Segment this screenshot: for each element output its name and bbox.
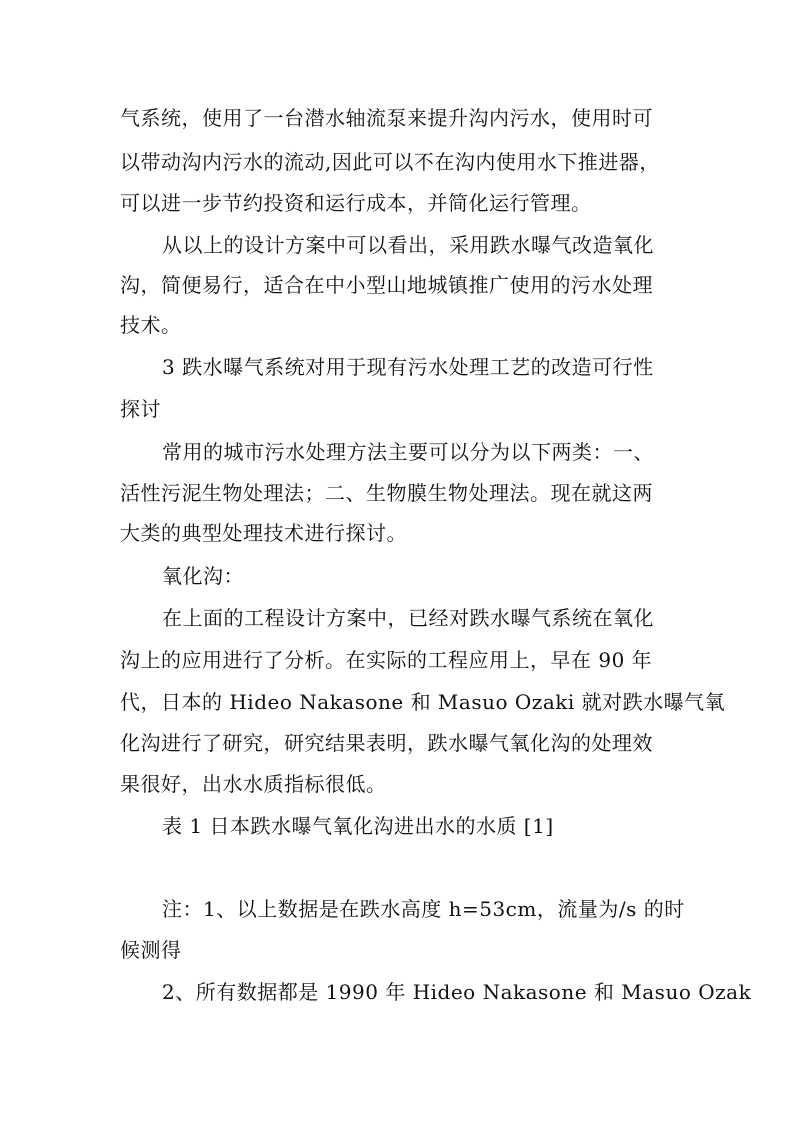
note-line: 2、所有数据都是 1990 年 Hideo Nakasone 和 Masuo Ozak [162, 980, 752, 1004]
table-caption: 表 1 日本跌水曝气氧化沟进出水的水质 [1] [162, 814, 554, 838]
paragraph-line: 果很好，出水水质指标很低。 [120, 772, 387, 796]
paragraph-line: 从以上的设计方案中可以看出，采用跌水曝气改造氧化 [162, 233, 654, 257]
paragraph-line: 可以进一步节约投资和运行成本，并简化运行管理。 [120, 191, 592, 215]
paragraph-line: 气系统，使用了一台潜水轴流泵来提升沟内污水，使用时可 [120, 106, 653, 130]
paragraph-line: 沟，简便易行，适合在中小型山地城镇推广使用的污水处理 [120, 273, 653, 297]
paragraph-line: 沟上的应用进行了分析。在实际的工程应用上，早在 90 年 [120, 648, 653, 672]
note-line: 候测得 [120, 938, 182, 962]
paragraph-line: 以带动沟内污水的流动,因此可以不在沟内使用水下推进器， [120, 150, 660, 174]
section-heading: 探讨 [120, 397, 161, 421]
paragraph-line: 在上面的工程设计方案中，已经对跌水曝气系统在氧化 [162, 606, 654, 630]
section-heading: 3 跌水曝气系统对用于现有污水处理工艺的改造可行性 [162, 355, 654, 379]
paragraph-line: 常用的城市污水处理方法主要可以分为以下两类：一、 [162, 440, 654, 464]
paragraph-line: 活性污泥生物处理法；二、生物膜生物处理法。现在就这两 [120, 481, 653, 505]
note-line: 注：1、以上数据是在跌水高度 h=53cm，流量为/s 的时 [162, 897, 685, 921]
paragraph-line: 技术。 [120, 313, 182, 337]
subheading: 氧化沟： [162, 564, 244, 588]
paragraph-line: 代，日本的 Hideo Nakasone 和 Masuo Ozaki 就对跌水曝气氧 [120, 690, 726, 714]
paragraph-line: 大类的典型处理技术进行探讨。 [120, 521, 407, 545]
paragraph-line: 化沟进行了研究，研究结果表明，跌水曝气氧化沟的处理效 [120, 731, 653, 755]
